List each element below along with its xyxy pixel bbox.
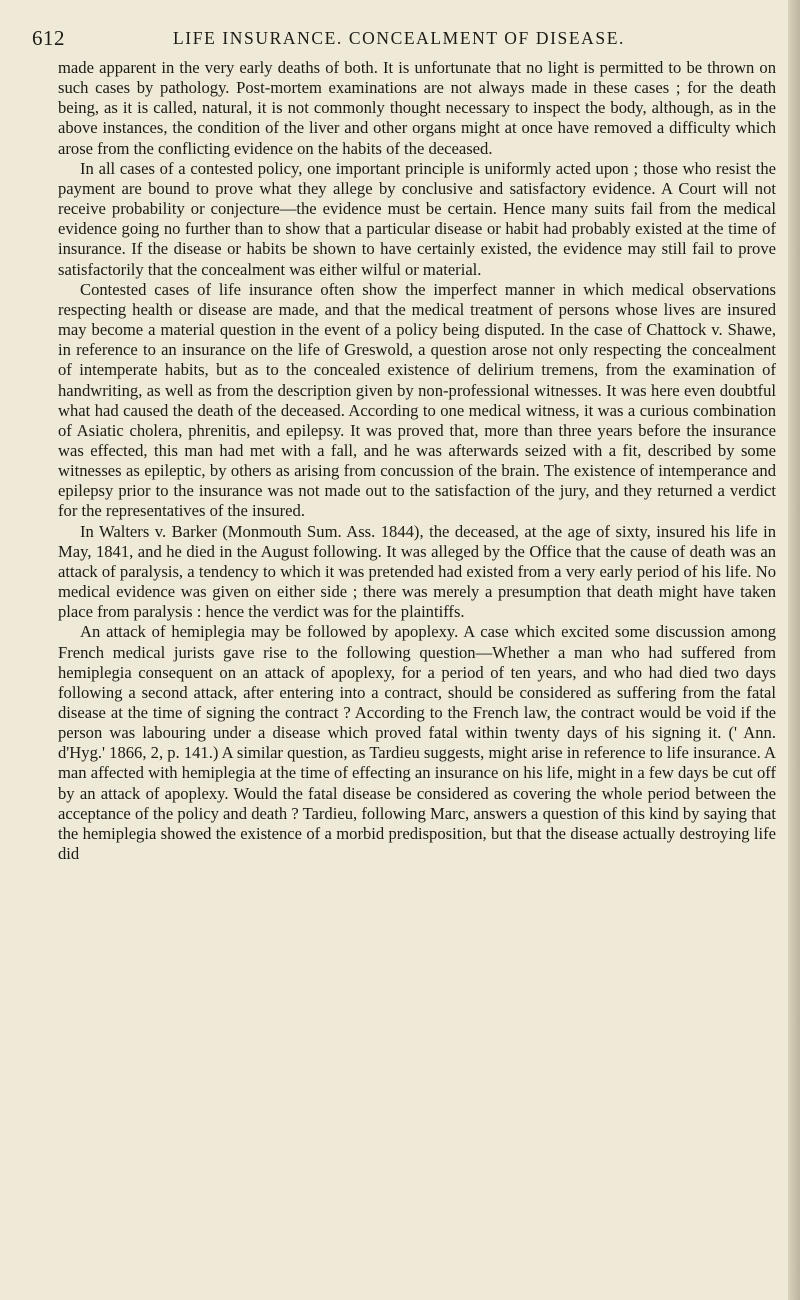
page-header [32, 26, 766, 56]
body-text [58, 58, 776, 864]
paragraph-walters-v-barker: In Walters v. Barker (Monmouth Sum. Ass. 1844), the deceased, at the age of sixty, insured his life in May, 1841, and he died in the August following. It was alleged by the Office that the cause of death was an attack of paralysis, a tendency to which it was pretended had existed from a very early period of his life. No medical evidence was given on either side ; there was merely a presumption that death might have taken place from paralysis : hence the verdict was for the plaintiffs. [58, 521, 776, 622]
paragraph-continued: made apparent in the very early deaths of both. It is unfortunate that no light is permitted to be thrown on such cases by pathology. Post-mortem examinations are not always made in these cases ; for the death being, as it is called, natural, it is not commonly thought necessary to inspect the body, although, as in the above instances, the condition of the liver and other organs might at once have removed a difficulty which arose from the conflicting evidence on the habits of the deceased. [58, 58, 776, 158]
page-number: 612 [32, 26, 65, 50]
running-head: LIFE INSURANCE. CONCEALMENT OF DISEASE. [173, 28, 625, 48]
paragraph-hemiplegia: An attack of hemiplegia may be followed by apoplexy. A case which excited some discussion among French medical jurists gave rise to the following question—Whether a man who had suffered from hemiplegia consequent on an attack of apoplexy, for a period of ten years, and who had died two days following a second attack, after entering into a contract, should be considered as suffering from the fatal disease at the time of signing the contract ? According to the French law, the contract would be void if the person was labouring under a disease which proved fatal within twenty days of his signing it. (' Ann. d'Hyg.' 1866, 2, p. 141.) A similar question, as Tardieu suggests, might arise in reference to life insurance. A man affected with hemiplegia at the time of effecting an insurance on his life, might in a few days be cut off by an attack of apoplexy. Would the fatal disease be considered as covering the whole period between the acceptance of the policy and death ? Tardieu, following Marc, answers a question of this kind by saying that the hemiplegia showed the existence of a morbid predisposition, but that the disease actually destroying life did [58, 622, 776, 864]
paragraph-contested-policy: In all cases of a contested policy, one important principle is uniformly acted upon ; those who resist the payment are bound to prove what they allege by conclusive and satisfactory evidence. A Court will not receive probability or conjecture—the evidence must be certain. Hence many suits fail from the medical evidence going no further than to show that a particular disease or habit had probably existed at the time of insurance. If the disease or habits be shown to have certainly existed, the evidence may still fail to prove satisfactorily that the concealment was either wilful or material. [58, 158, 776, 279]
page-edge [788, 0, 800, 1300]
paragraph-chattock-v-shawe: Contested cases of life insurance often show the imperfect manner in which medical observations respecting health or disease are made, and that the medical treatment of persons whose lives are insured may become a material question in the event of a policy being disputed. In the case of Chattock v. Shawe, in reference to an insurance on the life of Greswold, a question arose not only respecting the concealment of intemperate habits, but as to the concealed existence of delirium tremens, from the examination of handwriting, as well as from the description given by non-professional witnesses. It was here even doubtful what had caused the death of the deceased. According to one medical witness, it was a curious combination of Asiatic cholera, phrenitis, and epilepsy. It was proved that, more than three years before the insurance was effected, this man had met with a fall, and he was afterwards seized with a fit, described by some witnesses as epileptic, by others as arising from concussion of the brain. The existence of intemperance and epilepsy prior to the insurance was not made out to the satisfaction of the jury, and they returned a verdict for the representatives of the insured. [58, 279, 776, 521]
